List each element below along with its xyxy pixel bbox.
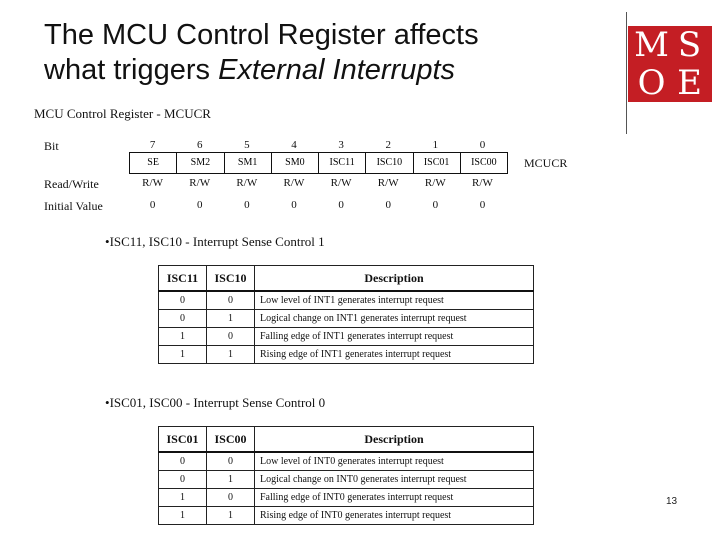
initial-value: 0 [149,199,156,211]
bit-number: 3 [338,139,344,151]
field-isc11: ISC11 [319,153,366,173]
table-cell: Logical change on INT0 generates interrupt request [255,471,534,489]
register-name-label: MCUCR [524,156,568,170]
table-cell: 0 [207,452,255,471]
table-cell: 0 [207,489,255,507]
slide-title-line1: The MCU Control Register affects [44,19,479,51]
table-row [159,452,534,471]
slide-title [44,18,604,88]
vertical-divider [626,12,627,134]
col-header: ISC01 [159,427,207,453]
table-cell: 1 [159,346,207,364]
col-header: Description [255,266,534,292]
section1-heading-text: ISC11, ISC10 - Interrupt Sense Control 1 [109,234,325,249]
page-number: 13 [666,496,678,507]
table-cell: Rising edge of INT0 generates interrupt request [255,507,534,525]
isc1-table [158,265,534,364]
table-cell: Logical change on INT1 generates interrupt request [255,310,534,328]
bit-number: 7 [149,139,156,151]
title-line2-italic: External Interrupts [218,54,456,86]
field-isc00: ISC00 [471,157,497,168]
table-row [159,291,534,310]
table-cell: 0 [159,471,207,489]
slide-title-line2 [44,53,604,88]
section2-heading: •ISC01, ISC00 - Interrupt Sense Control 0 [105,395,326,410]
title-line2-plain: what triggers [44,54,219,86]
table-cell: Low level of INT0 generates interrupt request [255,452,534,471]
table-row [159,328,534,346]
access-value: R/W [424,177,446,189]
table-cell: 1 [159,507,207,525]
table-cell: 0 [207,291,255,310]
table-cell: 1 [159,489,207,507]
bit-number: 5 [244,139,250,151]
isc0-table [158,426,534,525]
table-row [159,471,534,489]
field-isc01: ISC01 [414,153,461,173]
field-isc10: ISC10 [366,153,413,173]
access-value: R/W [236,177,258,189]
table-cell: 1 [207,471,255,489]
initial-value: 0 [244,199,250,211]
logo-letter-m: M [634,25,668,65]
table-cell: Falling edge of INT1 generates interrupt request [255,328,534,346]
table-cell: Low level of INT1 generates interrupt request [255,291,534,310]
logo-letter-e: E [677,63,701,103]
access-value: R/W [472,177,493,189]
section1-heading: •ISC11, ISC10 - Interrupt Sense Control 1 [105,234,325,249]
table-cell: 0 [207,328,255,346]
initial-value: 0 [338,199,344,211]
table-row [159,310,534,328]
table-header-row [159,266,534,292]
table-cell: 1 [159,328,207,346]
logo-letter-o: O [637,63,665,103]
bit-number: 6 [196,139,203,151]
table-header-row [159,427,534,453]
initial-value: 0 [479,199,486,211]
table-cell: 1 [207,507,255,525]
table-row [159,346,534,364]
col-header: ISC11 [159,266,207,292]
bit-number: 2 [385,139,391,151]
initial-value: 0 [291,199,297,211]
table-row [159,489,534,507]
table-row [159,507,534,525]
access-value: R/W [189,177,211,189]
msoe-logo [628,26,712,102]
bit-number: 0 [479,139,486,151]
bit-number: 1 [432,139,439,151]
table-cell: 0 [159,291,207,310]
register-field-box [129,152,508,174]
access-value: R/W [142,177,163,189]
col-header: ISC00 [207,427,255,453]
field-se: SE [130,153,177,173]
register-heading: MCU Control Register - MCUCR [34,106,211,121]
table-cell: Rising edge of INT1 generates interrupt request [255,346,534,364]
initial-value: 0 [432,199,439,211]
bit-number: 4 [291,139,297,151]
col-header: ISC10 [207,266,255,292]
rw-row-label: Read/Write [44,177,99,191]
bit-row-label: Bit [44,139,59,153]
access-value: R/W [330,177,352,189]
table-cell: Falling edge of INT0 generates interrupt request [255,489,534,507]
access-value: R/W [283,177,305,189]
field-sm1: SM1 [225,153,272,173]
table-cell: 0 [159,310,207,328]
table-cell: 1 [207,346,255,364]
table-cell: 0 [159,452,207,471]
col-header: Description [255,427,534,453]
access-value: R/W [377,177,399,189]
initial-value: 0 [196,199,203,211]
field-sm2: SM2 [177,153,224,173]
field-sm0: SM0 [272,153,319,173]
init-row-label: Initial Value [44,199,103,213]
initial-value: 0 [385,199,391,211]
section2-heading-text: ISC01, ISC00 - Interrupt Sense Control 0 [109,395,326,410]
table-cell: 1 [207,310,255,328]
logo-letter-s: S [677,25,701,65]
